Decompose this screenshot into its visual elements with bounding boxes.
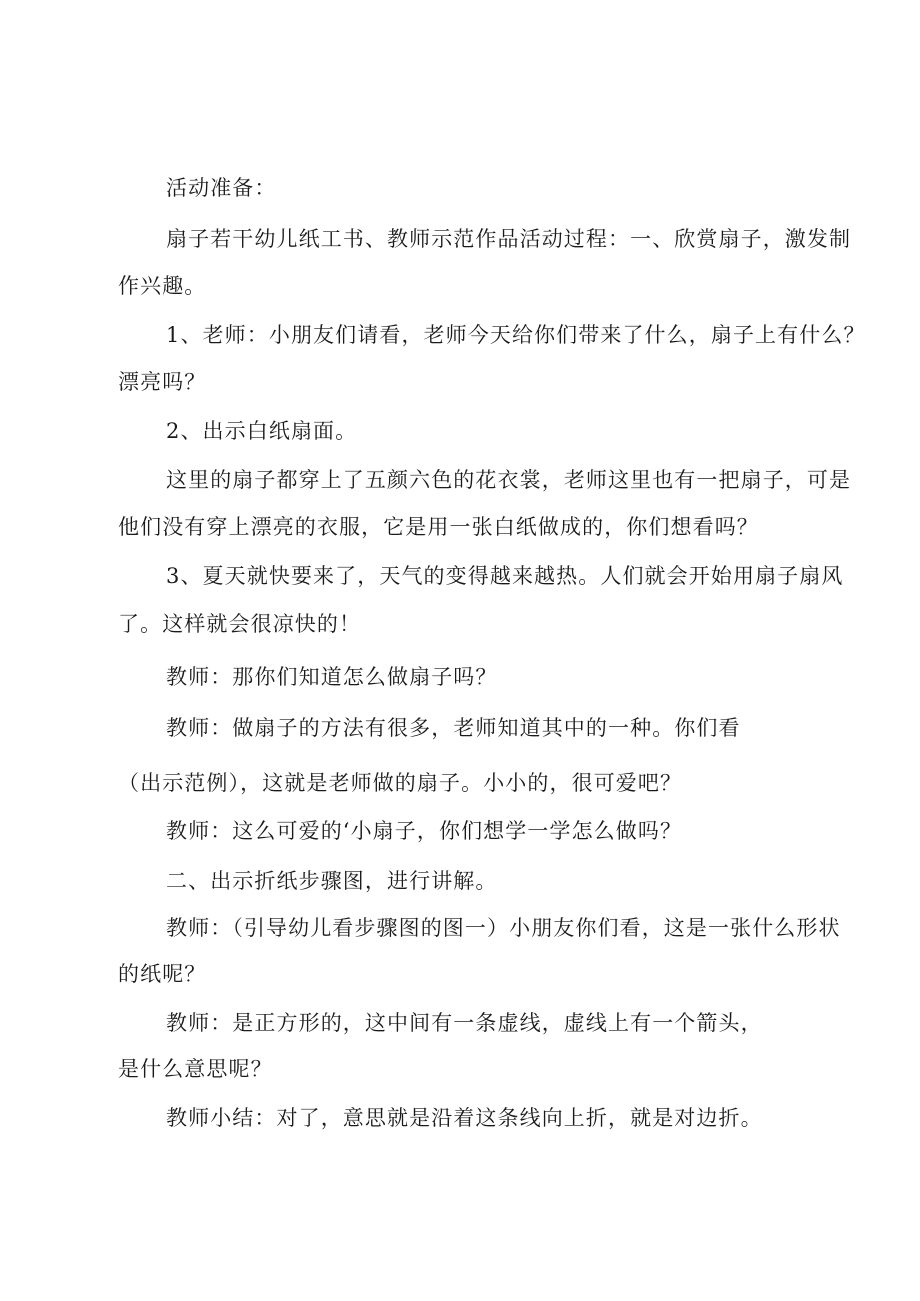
paragraph-line: 3、夏天就快要来了，天气的变得越来越热。人们就会开始用扇子扇风 xyxy=(166,564,844,588)
paragraph-line: 教师：是正方形的，这中间有一条虚线，虚线上有一个箭头， xyxy=(166,1011,763,1035)
paragraph-line: 1、老师：小朋友们请看，老师今天给你们带来了什么，扇子上有什么？ xyxy=(166,323,866,347)
section-heading: 二、出示折纸步骤图，进行讲解。 xyxy=(166,869,498,893)
paragraph-line: 作兴趣。 xyxy=(118,274,207,298)
paragraph-line: 教师：那你们知道怎么做扇子吗？ xyxy=(166,665,498,689)
paragraph-line: 漂亮吗？ xyxy=(118,370,207,394)
paragraph-line: 教师小结：对了，意思就是沿着这条线向上折，就是对边折。 xyxy=(166,1106,763,1130)
paragraph-line: 他们没有穿上漂亮的衣服，它是用一张白纸做成的，你们想看吗？ xyxy=(118,515,759,539)
paragraph-line: （出示范例），这就是老师做的扇子。小小的，很可爱吧？ xyxy=(118,771,683,795)
paragraph-line: 这里的扇子都穿上了五颜六色的花衣裳，老师这里也有一把扇子，可是 xyxy=(166,468,852,492)
paragraph-line: 教师：这么可爱的‘小扇子，你们想学一学怎么做吗？ xyxy=(166,819,683,843)
paragraph-line: 是什么意思呢？ xyxy=(118,1057,273,1081)
paragraph-line: 扇子若干幼儿纸工书、教师示范作品活动过程：一、欣赏扇子，激发制 xyxy=(166,227,852,251)
heading-activity-preparation: 活动准备： xyxy=(166,176,277,200)
paragraph-line: 的纸呢？ xyxy=(118,962,207,986)
paragraph-line: 了。这样就会很凉快的！ xyxy=(118,612,362,636)
paragraph-line: 教师：（引导幼儿看步骤图的图一）小朋友你们看，这是一张什么形状 xyxy=(166,916,841,940)
paragraph-line: 2、出示白纸扇面。 xyxy=(166,419,358,443)
paragraph-line: 教师：做扇子的方法有很多，老师知道其中的一种。你们看 xyxy=(166,716,741,740)
